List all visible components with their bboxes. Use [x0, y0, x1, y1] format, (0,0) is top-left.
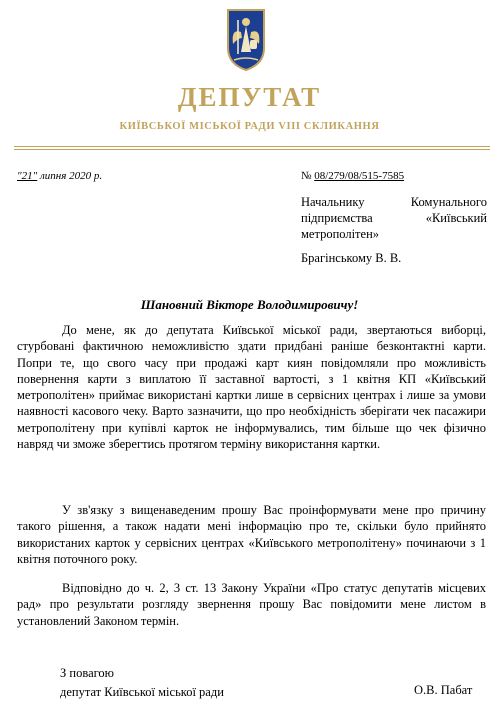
letterhead-title: ДЕПУТАТ: [177, 82, 322, 112]
signer-name: О.В. Пабат: [414, 683, 473, 697]
letter-number: [301, 170, 404, 182]
signer-title: депутат Київської міської ради: [60, 685, 224, 699]
closing-phrase: З повагою: [60, 666, 115, 680]
body-paragraph-1: До мене, як до депутата Київської міської ради, звертаються виборці, стурбовані фактичною неможливістю здати придбані раніше безконтактні карти. Попри те, що свого часу при продажі карт киян повідомляли про можливість повернення карти з виплатою її заставної вартості, з 1 квітня КП «Київський метрополітен» приймає використані картки лише в сервісних центрах і лише за умови наявності касового чеку. Варто зазначити, що про необхідність зберігати чек пасажири метрополітену при купівлі карток не інформувались, тим більше що чек фізично навряд чи зможе зберегтись протягом терміну використання картки.: [17, 323, 486, 452]
addressee-position: Начальнику Комунального підприємства «Київський метрополітен»: [301, 195, 487, 241]
body-paragraph-3: Відповідно до ч. 2, 3 ст. 13 Закону України «Про статус депутатів місцевих рад» про результати розгляду звернення прошу Вас повідомити мене листом в установлений Законом термін.: [17, 581, 486, 628]
addressee-name: Брагінському В. В.: [301, 251, 402, 265]
body-paragraph-2: У зв'язку з вищенаведеним прошу Вас проінформувати мене про причину такого рішення, а також надати мені інформацію про те, скільки було прийнято використаних карток у сервісних центрах «Київського метрополітену» починаючи з 1 квітня поточного року.: [17, 503, 486, 566]
signature-block: [60, 664, 224, 702]
letter-date: [17, 170, 102, 182]
number-prefix: №: [301, 170, 315, 182]
kyiv-coat-of-arms-icon: [226, 8, 266, 72]
letterhead-divider: [14, 146, 490, 147]
letterhead-subtitle: КИЇВСЬКОЇ МІСЬКОЇ РАДИ VIII СКЛИКАННЯ: [119, 121, 380, 132]
date-day: "21": [17, 170, 38, 182]
number-value: 08/279/08/515-7585: [314, 170, 405, 182]
salutation: Шановний Вікторе Володимировичу!: [140, 297, 359, 312]
date-month-year: липня 2020 р.: [37, 170, 103, 182]
letterhead-divider: [14, 149, 490, 150]
